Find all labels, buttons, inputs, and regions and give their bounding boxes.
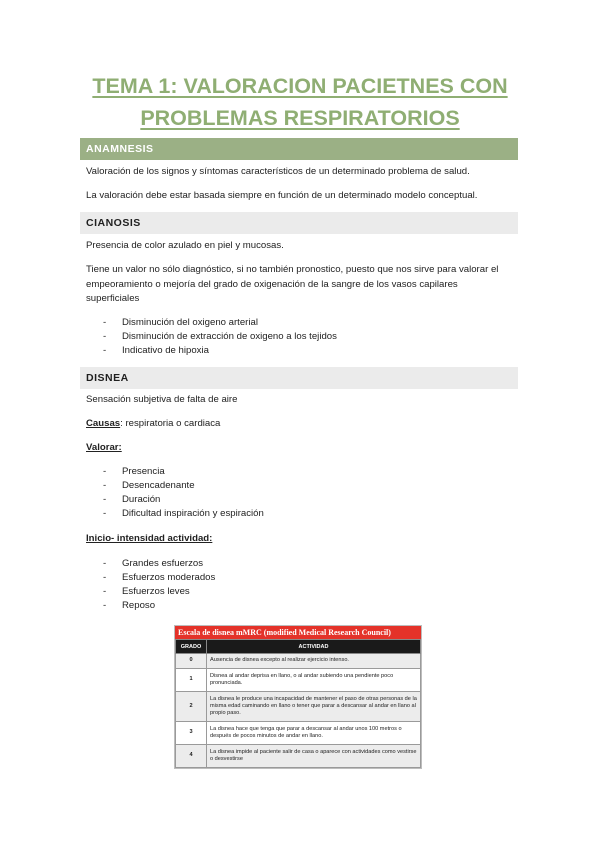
list-item-text: Esfuerzos leves bbox=[122, 586, 190, 597]
list-item: - Duración bbox=[103, 494, 161, 505]
list-item-text: Disminución de extracción de oxigeno a los tejidos bbox=[122, 331, 337, 342]
disnea-valorar-label bbox=[86, 441, 516, 456]
disnea-paragraph-1: Sensación subjetiva de falta de aire bbox=[86, 394, 238, 405]
actividad-cell: Disnea al andar deprisa en llano, o al andar subiendo una pendiente poco pronunciada. bbox=[207, 669, 421, 692]
grado-cell: 0 bbox=[176, 654, 207, 669]
actividad-cell: La disnea le produce una incapacidad de mantener el paso de otras personas de la misma edad caminando en llano o tener que parar a descansar al andar en llano al propio paso. bbox=[207, 692, 421, 722]
anamnesis-paragraph-2: La valoración debe estar basada siempre en función de un determinado modelo conceptual. bbox=[86, 190, 478, 201]
column-header-actividad: ACTIVIDAD bbox=[207, 640, 421, 654]
list-item: - Desencadenante bbox=[103, 480, 195, 491]
table-row bbox=[176, 722, 421, 745]
list-item-text: Duración bbox=[122, 494, 161, 505]
mmrc-scale-table bbox=[174, 625, 422, 769]
list-item: - Grandes esfuerzos bbox=[103, 558, 204, 569]
list-item: - Disminución del oxigeno arterial bbox=[103, 317, 258, 328]
actividad-cell: La disnea impide al paciente salir de casa o aparece con actividades como vestirse o desvestirse bbox=[207, 745, 421, 768]
cianosis-paragraph-2-line-1: Tiene un valor no sólo diagnóstico, si no también pronostico, puesto que nos sirve para valorar el bbox=[86, 264, 499, 275]
page-title bbox=[0, 70, 600, 134]
list-item: - Esfuerzos leves bbox=[103, 586, 190, 597]
cianosis-paragraph-2-line-2: empeoramiento o mejoría del grado de oxigenación de la sangre de los vasos capilares bbox=[86, 278, 458, 290]
disnea-causas bbox=[86, 417, 516, 432]
causas-text: : respiratoria o cardiaca bbox=[120, 418, 221, 429]
section-heading-cianosis: CIANOSIS bbox=[80, 212, 518, 234]
mmrc-table bbox=[175, 639, 421, 768]
table-row bbox=[176, 692, 421, 722]
page-title-line-1: TEMA 1: VALORACION PACIETNES CON bbox=[92, 74, 508, 98]
grado-cell: 2 bbox=[176, 692, 207, 722]
list-item-text: Disminución del oxigeno arterial bbox=[122, 317, 258, 328]
page-title-line-2: PROBLEMAS RESPIRATORIOS bbox=[140, 106, 460, 130]
anamnesis-paragraph-1: Valoración de los signos y síntomas característicos de un determinado problema de salud. bbox=[86, 166, 470, 177]
causas-label: Causas bbox=[86, 418, 121, 429]
inicio-label: Inicio- intensidad actividad: bbox=[86, 533, 213, 544]
list-item: - Dificultad inspiración y espiración bbox=[103, 508, 264, 519]
table-row bbox=[176, 654, 421, 669]
grado-cell: 3 bbox=[176, 722, 207, 745]
list-item-text: Reposo bbox=[122, 600, 156, 611]
list-item: - Esfuerzos moderados bbox=[103, 572, 216, 583]
list-item-text: Desencadenante bbox=[122, 480, 195, 491]
disnea-inicio-label bbox=[86, 532, 516, 547]
list-item-text: Presencia bbox=[122, 466, 165, 477]
list-item: - Disminución de extracción de oxigeno a los tejidos bbox=[103, 331, 337, 342]
mmrc-scale-title: Escala de disnea mMRC (modified Medical Research Council) bbox=[175, 626, 421, 639]
cianosis-paragraph-2-line-3: superficiales bbox=[86, 293, 140, 304]
valorar-label: Valorar: bbox=[86, 442, 122, 453]
table-header-row bbox=[176, 640, 421, 654]
cianosis-paragraph-2 bbox=[86, 263, 516, 307]
list-item: - Indicativo de hipoxia bbox=[103, 345, 209, 356]
list-item-text: Grandes esfuerzos bbox=[122, 558, 204, 569]
list-item-text: Indicativo de hipoxia bbox=[122, 345, 209, 356]
actividad-cell: La disnea hace que tenga que parar a descansar al andar unos 100 metros o después de pocos minutos de andar en llano. bbox=[207, 722, 421, 745]
table-row bbox=[176, 669, 421, 692]
table-row bbox=[176, 745, 421, 768]
list-item-text: Dificultad inspiración y espiración bbox=[122, 508, 264, 519]
section-heading-anamnesis: ANAMNESIS bbox=[80, 138, 518, 160]
grado-cell: 1 bbox=[176, 669, 207, 692]
list-item: - Reposo bbox=[103, 600, 156, 611]
section-heading-disnea: DISNEA bbox=[80, 367, 518, 389]
list-item-text: Esfuerzos moderados bbox=[122, 572, 216, 583]
actividad-cell: Ausencia de disnea excepto al realizar ejercicio intenso. bbox=[207, 654, 421, 669]
list-item: - Presencia bbox=[103, 466, 165, 477]
cianosis-paragraph-1: Presencia de color azulado en piel y mucosas. bbox=[86, 240, 284, 251]
column-header-grado: GRADO bbox=[176, 640, 207, 654]
grado-cell: 4 bbox=[176, 745, 207, 768]
